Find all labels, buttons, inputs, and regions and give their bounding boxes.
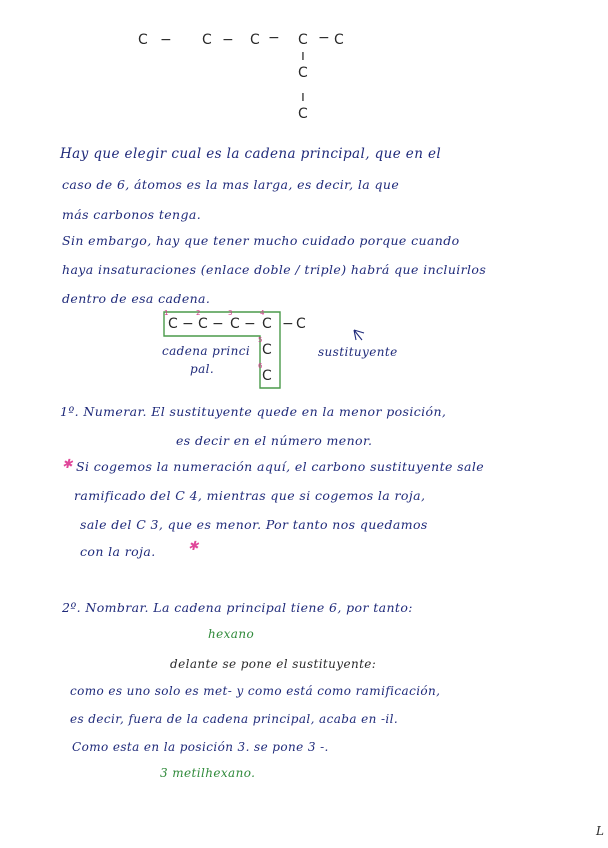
text-line: más carbonos tenga.	[62, 207, 202, 222]
position-number: 2	[196, 309, 201, 317]
text-line: 1º. Numerar. El sustituyente quede en la menor posición,	[60, 404, 447, 419]
text-line: 3 metilhexano.	[160, 766, 256, 780]
bond: −	[282, 316, 294, 332]
carbon: C	[250, 32, 260, 48]
carbon: C	[198, 316, 208, 332]
bond: ı	[301, 48, 305, 64]
bond: −	[222, 32, 234, 48]
bond: −	[182, 316, 194, 332]
text-line: Hay que elegir cual es la cadena principal, que en el	[60, 146, 442, 162]
carbon: C	[262, 368, 272, 384]
bond: −	[212, 316, 224, 332]
text-line: Si cogemos la numeración aquí, el carbono sustituyente sale	[76, 459, 485, 474]
text-line: haya insaturaciones (enlace doble / triple) habrá que incluirlos	[62, 262, 487, 277]
text-line: Como esta en la posición 3. se pone 3 -.	[72, 740, 329, 754]
label-main-chain: pal.	[190, 362, 215, 376]
position-number: 6	[258, 362, 263, 370]
text-line: ramificado del C 4, mientras que si cogemos la roja,	[74, 488, 426, 503]
position-number: 1	[164, 309, 169, 317]
carbon: C	[202, 32, 212, 48]
star-mark: ✱	[188, 538, 199, 553]
text-line: Sin embargo, hay que tener mucho cuidado porque cuando	[62, 233, 460, 248]
text-line: caso de 6, átomos es la mas larga, es decir, la que	[62, 177, 400, 192]
text-line: delante se pone el sustituyente:	[170, 657, 377, 671]
bond: −	[318, 30, 330, 46]
text-line: sale del C 3, que es menor. Por tanto nos quedamos	[80, 517, 428, 532]
text-line: es decir en el número menor.	[176, 433, 373, 448]
bond: −	[160, 32, 172, 48]
carbon: C	[298, 32, 308, 48]
text-line: 2º. Nombrar. La cadena principal tiene 6, por tanto:	[62, 600, 413, 615]
position-number: 3	[228, 309, 233, 317]
carbon: C	[230, 316, 240, 332]
carbon: C	[298, 106, 308, 122]
carbon: C	[138, 32, 148, 48]
position-number: 5	[258, 336, 263, 344]
star-mark: ✱	[62, 456, 73, 471]
carbon: C	[262, 342, 272, 358]
carbon: C	[262, 316, 272, 332]
label-main-chain: cadena princi	[162, 344, 251, 358]
label-substituent: sustituyente	[318, 345, 398, 359]
position-number: 4	[260, 309, 265, 317]
text-line: como es uno solo es met- y como está como ramificación,	[70, 684, 441, 698]
page-mark: L	[596, 824, 605, 838]
bond: −	[244, 316, 256, 332]
bond: −	[268, 30, 280, 46]
carbon: C	[168, 316, 178, 332]
carbon: C	[296, 316, 306, 332]
bond: ı	[301, 89, 305, 105]
text-line: con la roja.	[80, 544, 156, 559]
text-line: hexano	[208, 627, 255, 641]
carbon: C	[298, 65, 308, 81]
carbon: C	[334, 32, 344, 48]
text-line: dentro de esa cadena.	[62, 291, 211, 306]
text-line: es decir, fuera de la cadena principal, acaba en -il.	[70, 712, 399, 726]
